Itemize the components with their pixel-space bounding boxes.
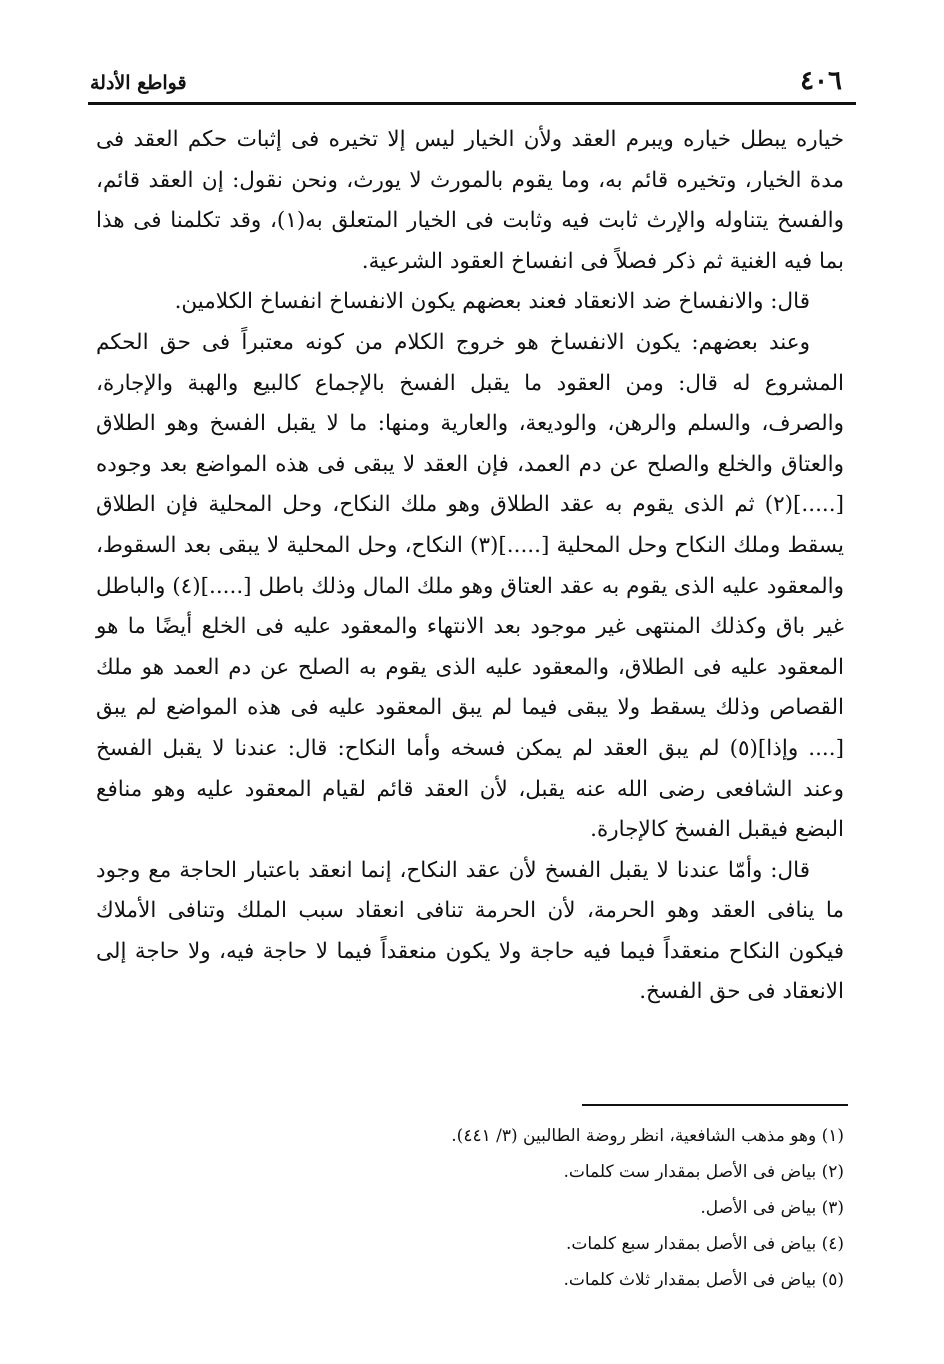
paragraph-1: خياره يبطل خياره ويبرم العقد ولأن الخيار ليس إلا تخيره فى إثبات حكم العقد فى مدة الخيار، وتخيره قائم به، وما يقوم بالمورث لا يورث، ونحن نقول: إن العقد قائم، والفسخ يتناوله والإرث ثابت فيه وثابت فى الخيار المتعلق به(١)، وقد تكلمنا فى هذا بما فيه الغنية ثم ذكر فصلاً فى انفساخ العقود الشرعية. [96,127,844,274]
paragraph-2: قال: والانفساخ ضد الانعقاد فعند بعضهم يكون الانفساخ انفساخ الكلامين. [174,289,810,315]
page-header [88,62,856,105]
footnote-4: (٤) بياض فى الأصل بمقدار سبع كلمات. [565,1234,844,1254]
paragraph-3: وعند بعضهم: يكون الانفساخ هو خروج الكلام من كونه معتبراً فى حق الحكم المشروع له قال: ومن العقود ما يقبل الفسخ بالإجماع كالبيع والهبة والإجارة، والصرف، والسلم والرهن، والوديعة، والعارية ومنها: ما لا يقبل الفسخ وهو الطلاق والعتاق والخلع والصلح عن دم العمد، فإن العقد لا يبقى فى هذه المواضع بعد وجوده [.....](٢) ثم الذى يقوم به عقد الطلاق وهو ملك النكاح، وحل المحلية فإن الطلاق يسقط وملك النكاح وحل المحلية [.....](٣) النكاح، وحل المحلية لا يبقى بعد السقوط، والمعقود عليه الذى يقوم به عقد العتاق وهو ملك المال وذلك باطل [.....](٤) والباطل غير باق وكذلك المنتهى غير موجود بعد الانتهاء والمعقود عليه فى الخلع أيضًا ما هو المعقود عليه فى الطلاق، والمعقود عليه الذى يقوم به الصلح عن دم العمد هو ملك القصاص وذلك يسقط ولا يبقى فيما لم يبق المعقود عليه فى هذه المواضع لم يبق [.... وإذا](٥) لم يبق العقد لم يمكن فسخه وأما النكاح: قال: عندنا لا يقبل الفسخ وعند الشافعى رضى الله عنه يقبل، لأن العقد قائم لقيام المعقود عليه وهو منافع البضع فيقبل الفسخ كالإجارة. [96,329,845,843]
footnote-5: (٥) بياض فى الأصل بمقدار ثلاث كلمات. [563,1270,844,1290]
main-text [96,120,844,1013]
paragraph-4: قال: وأمّا عندنا لا يقبل الفسخ لأن عقد النكاح، إنما انعقد باعتبار الحاجة مع وجود ما ينافى العقد وهو الحرمة، لأن الحرمة تنافى انعقاد سبب الملك وتنافى الأملاك فيكون النكاح منعقداً فيما فيه حاجة ولا يكون منعقداً فيما لا حاجة فيه، ولا حاجة إلى الانعقاد فى حق الفسخ. [96,857,844,1005]
footnote-3: (٣) بياض فى الأصل. [700,1198,844,1218]
footnote-1: (١) وهو مذهب الشافعية، انظر روضة الطالبين (٣/ ٤٤١). [451,1126,844,1146]
footnote-separator [582,1104,848,1106]
running-title: قواطع الأدلة [90,72,187,94]
page-number: ٤٠٦ [800,66,842,96]
footnote-2: (٢) بياض فى الأصل بمقدار ست كلمات. [563,1162,844,1182]
footnotes [96,1118,844,1298]
